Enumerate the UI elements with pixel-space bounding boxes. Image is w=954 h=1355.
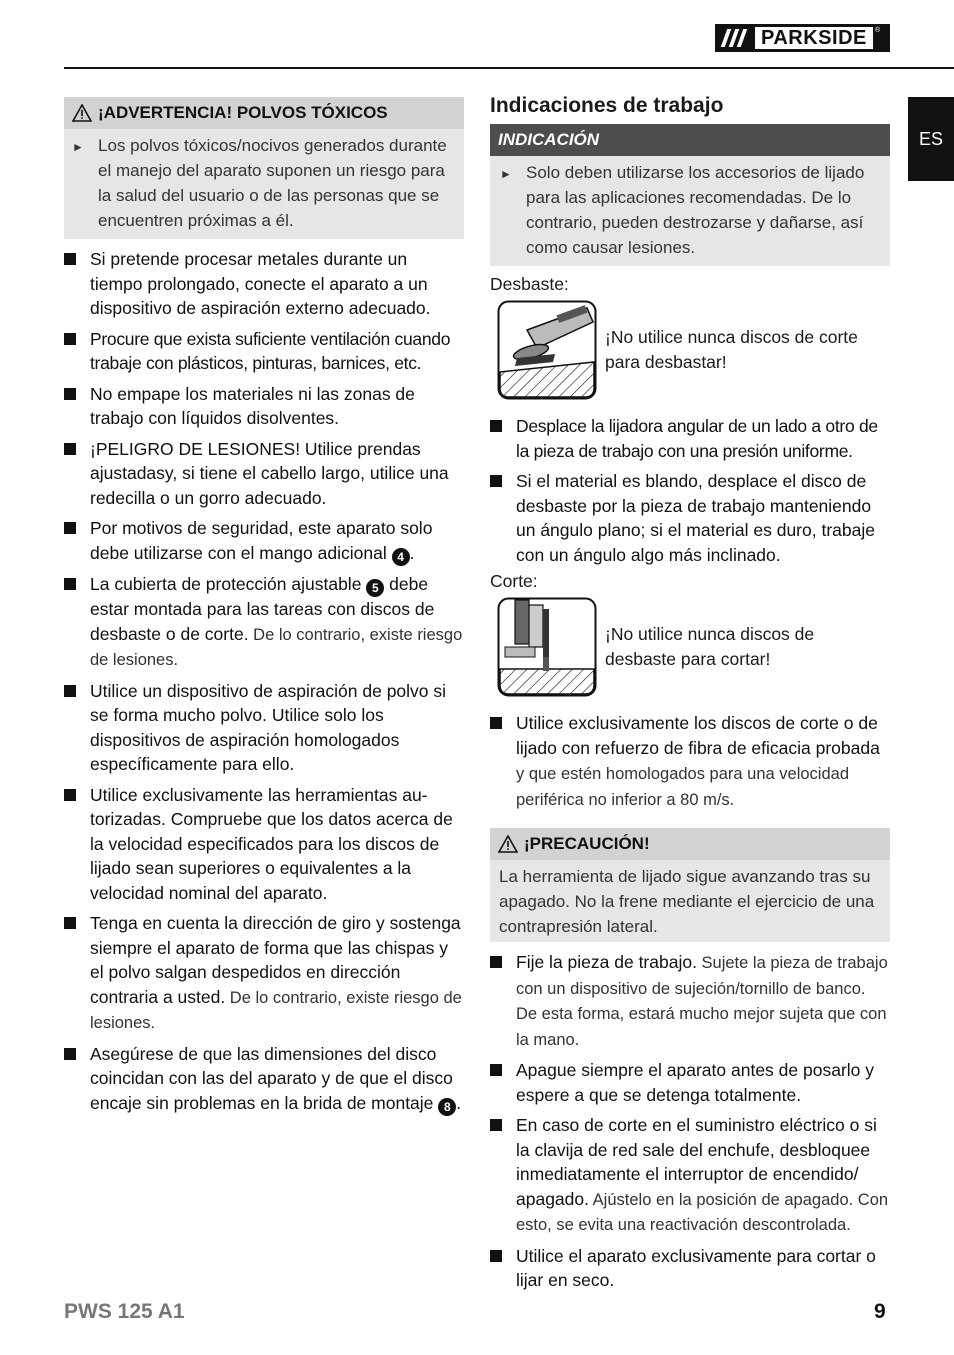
list-item-text: No empape los materiales ni las zonas de trabajo con líquidos disolventes. [90, 383, 415, 428]
bullet-square-icon [64, 437, 90, 511]
cutting-figure-row [490, 597, 890, 697]
list-item-text-wrap [516, 950, 890, 1052]
cutting-label: Corte: [490, 571, 538, 591]
bullet-square-icon [490, 469, 516, 567]
bullet-square-icon [64, 382, 90, 431]
header-divider [64, 67, 954, 69]
list-item [64, 247, 464, 321]
list-item-text: ¡PELIGRO DE LESIONES! Utilice prendas ajustadasy, si tiene el cabello largo, utilice una redecilla o un gorro adecuado. [90, 438, 449, 508]
left-bullet-list [64, 247, 464, 1116]
warning-triangle-icon [72, 104, 92, 122]
note-box [490, 124, 890, 266]
list-item-text: Asegúrese de que las dimensiones del disco coincidan con las del aparato y de que el disco encaje sin problemas en la brida de montaje [90, 1043, 453, 1113]
toxic-dust-warning-title: ¡ADVERTENCIA! POLVOS TÓXICOS [98, 103, 388, 122]
list-item [490, 711, 890, 812]
list-item-extra: Sujete la pieza de trabajo con un dispositivo de sujeción/tornillo de banco. De esta forma, estará mucho mejor sujeta que con la mano. [516, 954, 888, 1049]
list-item-extra: De lo contrario, existe riesgo de lesiones. [90, 625, 463, 669]
bullet-square-icon [64, 516, 90, 566]
section-title: Indicaciones de trabajo [490, 94, 724, 117]
note-item-text: Solo deben utilizarse los accesorios de lijado para las aplicaciones recomendadas. De lo contrario, pueden destrozarse y dañarse, así como causar lesiones. [526, 163, 865, 257]
caution-title: ¡PRECAUCIÓN! [524, 834, 650, 853]
grinding-illustration-icon [497, 300, 597, 400]
list-item-extra: De lo contrario, existe riesgo de lesiones. [90, 988, 462, 1032]
brand-name: PARKSIDE [755, 27, 873, 49]
toxic-dust-warning-box [64, 97, 464, 239]
bullet-square-icon [490, 1058, 516, 1107]
caution-body: La herramienta de lijado sigue avanzando tras su apagado. No la frene mediante el ejercicio de una contrapresión lateral. [499, 867, 875, 936]
toxic-dust-warning-header [64, 97, 464, 129]
arrow-right-icon: ► [72, 140, 84, 154]
list-item [490, 414, 890, 463]
list-item-extra: Ajústelo en la posición de apagado. Con esto, se evita una reactivación descontrolada. [516, 1190, 889, 1234]
list-item-text: Utilice exclusivamente los discos de corte o de lijado con refuerzo de fibra de eficacia probada [516, 713, 880, 758]
list-item [64, 572, 464, 673]
right-bullet-list [490, 950, 890, 1293]
bullet-square-icon [64, 783, 90, 906]
list-item [64, 437, 464, 511]
warning-triangle-icon [498, 835, 518, 853]
list-item-text: Si el material es blando, desplace el disco de desbaste por la pieza de trabajo manteniendo un ángulo plano; si el material es duro, trabaje con un ángulo algo más inclinado. [516, 471, 875, 565]
list-item-text: Por motivos de seguridad, este aparato solo debe utilizarse con el mango adicional [90, 518, 433, 563]
part-ref-badge: 5 [366, 579, 384, 597]
bullet-square-icon [64, 327, 90, 376]
bullet-square-icon [64, 247, 90, 321]
page-number: 9 [874, 1300, 886, 1323]
list-item-text: Apague siempre el aparato antes de posarlo y espere a que se detenga totalmente. [516, 1060, 875, 1105]
list-item-extra: y que estén homologados para una velocidad periférica no inferior a 80 m/s. [516, 765, 849, 809]
list-item [490, 469, 890, 567]
bullet-square-icon [490, 711, 516, 812]
note-header [490, 124, 890, 156]
list-item-text-after: . [456, 1092, 462, 1113]
bullet-square-icon [64, 911, 90, 1036]
bullet-square-icon [490, 1113, 516, 1238]
warning-item [64, 129, 464, 239]
list-item [64, 327, 464, 376]
registered-mark: ® [874, 27, 881, 34]
bullet-square-icon [490, 414, 516, 463]
cutting-caption: ¡No utilice nunca discos de desbaste para cortar! [605, 624, 815, 669]
list-item [490, 1058, 890, 1107]
parkside-logo [715, 24, 890, 52]
list-item-text: Utilice exclusivamente las herramientas au-torizadas. Compruebe que los datos acerca de la velocidad especificados para los discos de lijado sean superiores o equivalentes a la velocidad nominal del aparato. [90, 784, 453, 903]
caution-header [490, 828, 890, 860]
list-item [490, 1244, 890, 1293]
list-item-text: Utilice un dispositivo de aspiración de polvo si se forma mucho polvo. Utilice solo los dispositivos de aspiración homologados específicamente para ello. [90, 680, 447, 774]
list-item-text-wrap [90, 1042, 464, 1116]
list-item-text: La cubierta de protección ajustable [90, 573, 362, 594]
caution-box [490, 828, 890, 942]
list-item-text: En caso de corte en el suministro eléctrico o si la clavija de red sale del enchufe, desbloquee inmediatamente el interruptor de encendido/ apagado. [516, 1115, 877, 1209]
part-ref-badge: 8 [438, 1098, 456, 1116]
grinding-bullet-list [490, 414, 890, 567]
grinding-figure-row [490, 300, 890, 400]
list-item-text-wrap [90, 911, 464, 1036]
right-column [490, 92, 890, 1299]
bullet-square-icon [490, 1244, 516, 1293]
part-ref-badge: 4 [392, 548, 410, 566]
cutting-bullet-list [490, 711, 890, 812]
list-item [64, 679, 464, 777]
list-item-text: Fije la pieza de trabajo. [516, 952, 697, 972]
list-item-text: Procure que exista suficiente ventilación cuando trabaje con plásticos, pinturas, barnices, etc. [90, 328, 451, 373]
grinding-label: Desbaste: [490, 274, 569, 294]
bullet-square-icon [490, 950, 516, 1052]
list-item-text: Tenga en cuenta la dirección de giro y sostenga siempre el aparato de forma que las chispas y el polvo salgan despedidos en dirección contraria a usted. [90, 913, 461, 1007]
list-item-text-after: debe estar montada para las tareas con discos de desbaste o de corte. [90, 573, 435, 644]
list-item-text-wrap [516, 711, 890, 812]
grinding-caption: ¡No utilice nunca discos de corte para desbastar! [605, 327, 858, 372]
language-tab-label: ES [918, 128, 943, 149]
bullet-square-icon [64, 572, 90, 673]
list-item-text: Utilice el aparato exclusivamente para cortar o lijar en seco. [516, 1245, 876, 1290]
list-item [490, 1113, 890, 1238]
list-item-text: Desplace la lijadora angular de un lado a otro de la pieza de trabajo con una presión uniforme. [516, 416, 878, 461]
left-column [64, 97, 464, 1122]
list-item [64, 516, 464, 566]
list-item-text-wrap [90, 516, 464, 566]
list-item [490, 950, 890, 1052]
list-item [64, 911, 464, 1036]
list-item [64, 382, 464, 431]
bullet-square-icon [64, 679, 90, 777]
note-item [490, 156, 890, 266]
warning-item-text: Los polvos tóxicos/nocivos generados durante el manejo del aparato suponen un riesgo para la salud del usuario o de las personas que se encuentren próximas a él. [98, 136, 447, 230]
list-item [64, 783, 464, 906]
list-item-text-wrap [516, 1113, 890, 1238]
bullet-square-icon [64, 1042, 90, 1116]
logo-stripes-icon [715, 24, 753, 52]
list-item [64, 1042, 464, 1116]
list-item-text: Si pretende procesar metales durante un tiempo prolongado, conecte el aparato a un dispositivo de aspiración externo adecuado. [90, 249, 431, 318]
footer-model: PWS 125 A1 [64, 1300, 185, 1323]
arrow-right-icon: ► [500, 167, 512, 181]
list-item-text-wrap [90, 572, 464, 673]
list-item-text-after: . [409, 542, 415, 563]
note-title: INDICACIÓN [498, 130, 600, 149]
cutting-illustration-icon [497, 597, 597, 697]
language-tab [908, 97, 954, 181]
